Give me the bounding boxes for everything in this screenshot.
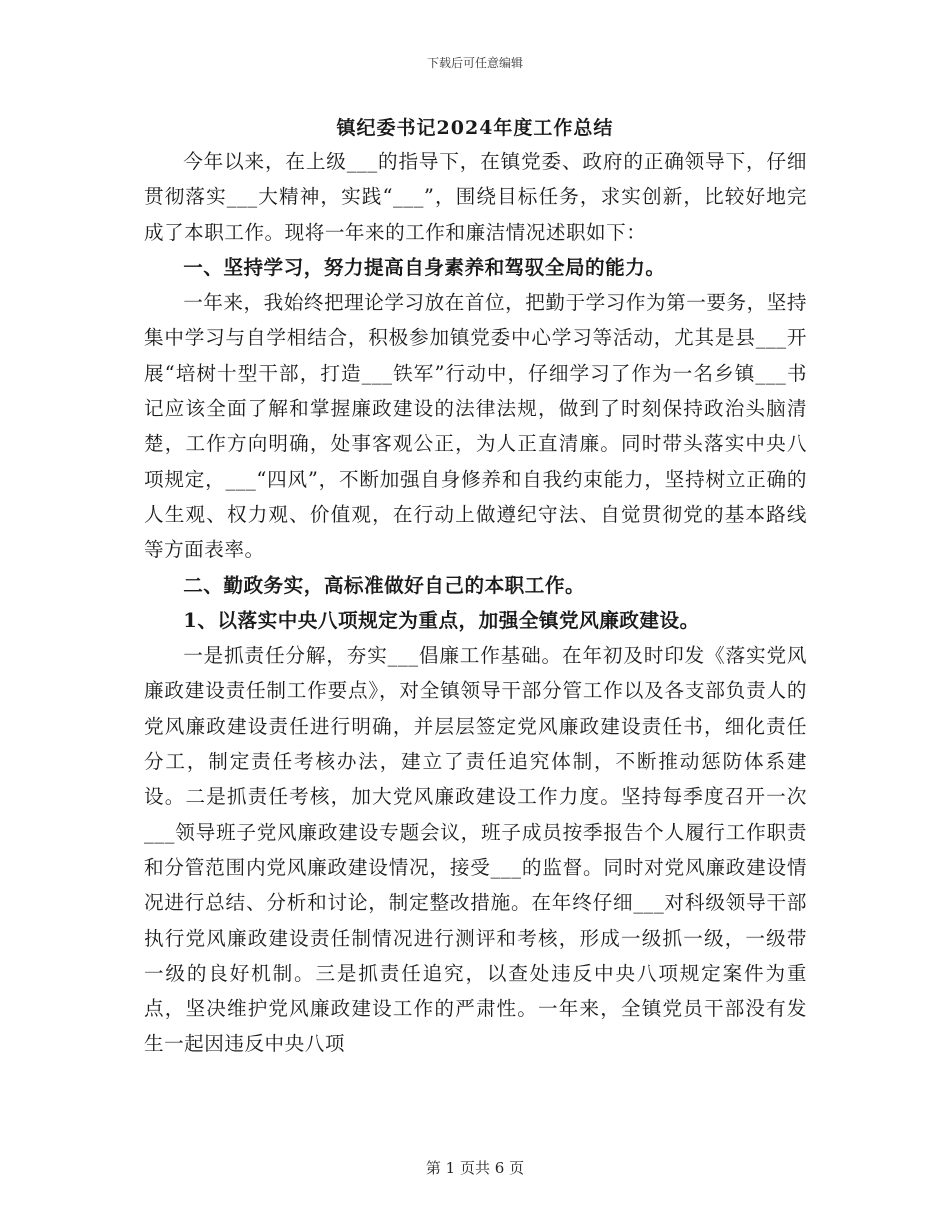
subsection-heading-1: 1、以落实中央八项规定为重点，加强全镇党风廉政建设。 bbox=[183, 608, 700, 632]
header-note: 下载后可任意编辑 bbox=[426, 56, 523, 70]
paragraph-intro: 今年以来，在上级___的指导下，在镇党委、政府的正确领导下，仔细贯彻落实___大精神，实践“___”，围绕目标任务，求实创新，比较好地完成了本职工作。现将一年来的工作和廉洁情况述职如下： bbox=[144, 150, 807, 244]
document-body bbox=[144, 144, 807, 1062]
page-number: 第 1 页共 6 页 bbox=[425, 1159, 525, 1177]
document-title: 镇纪委书记2024年度工作总结 bbox=[336, 117, 614, 139]
section-heading-2: 二、勤政务实，高标准做好自己的本职工作。 bbox=[183, 573, 586, 597]
paragraph-study: 一年来，我始终把理论学习放在首位，把勤于学习作为第一要务，坚持集中学习与自学相结合，积极参加镇党委中心学习等活动，尤其是县___开展“培树十型干部，打造___铁军”行动中，仔细学习了作为一名乡镇___书记应该全面了解和掌握廉政建设的法律法规，做到了时刻保持政治头脑清楚，工作方向明确，处事客观公正，为人正直清廉。同时带头落实中央八项规定，___“四风”，不断加强自身修养和自我约束能力，坚持树立正确的人生观、权力观、价值观，在行动上做遵纪守法、自觉贯彻党的基本路线等方面表率。 bbox=[144, 291, 807, 562]
paragraph-responsibility: 一是抓责任分解，夯实___倡廉工作基础。在年初及时印发《落实党风廉政建设责任制工作要点》，对全镇领导干部分管工作以及各支部负责人的党风廉政建设责任进行明确，并层层签定党风廉政建设责任书，细化责任分工，制定责任考核办法，建立了责任追究体制，不断推动惩防体系建设。二是抓责任考核，加大党风廉政建设工作力度。坚持每季度召开一次___领导班子党风廉政建设专题会议，班子成员按季报告个人履行工作职责和分管范围内党风廉政建设情况，接受___的监督。同时对党风廉政建设情况进行总结、分析和讨论，制定整改措施。在年终仔细___对科级领导干部执行党风廉政建设责任制情况进行测评和考核，形成一级抓一级，一级带一级的良好机制。三是抓责任追究，以查处违反中央八项规定案件为重点，坚决维护党风廉政建设工作的严肃性。一年来，全镇党员干部没有发生一起因违反中央八项 bbox=[144, 644, 807, 1056]
section-heading-1: 一、坚持学习，努力提高自身素养和驾驭全局的能力。 bbox=[183, 255, 666, 279]
